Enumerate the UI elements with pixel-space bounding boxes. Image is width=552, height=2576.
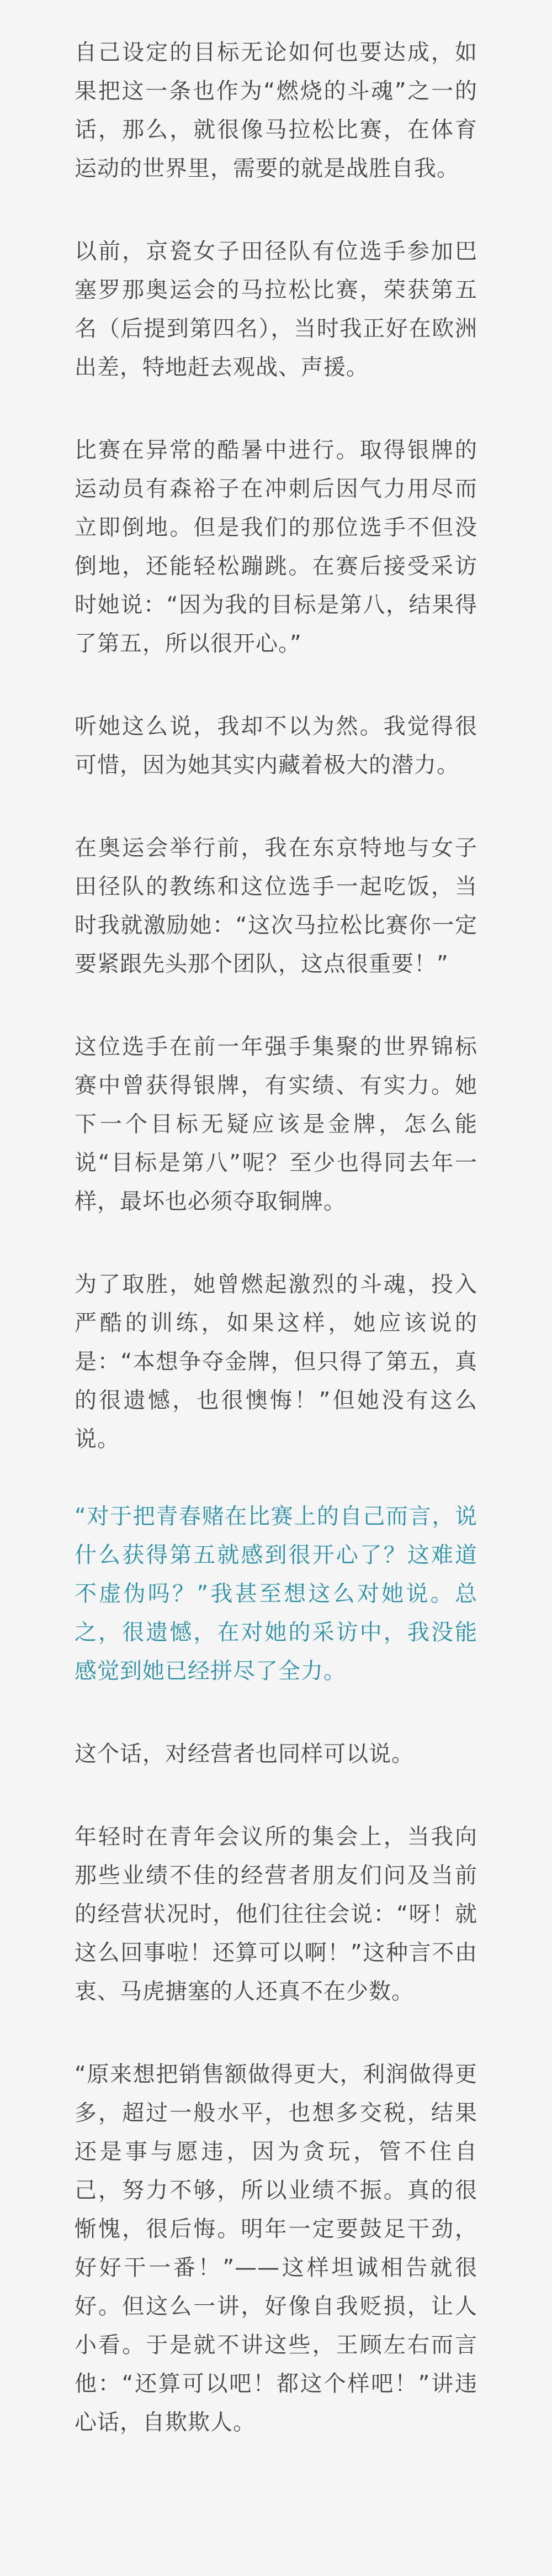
paragraph-gap [75, 1690, 477, 1735]
paragraph-gap [75, 1221, 477, 1265]
paragraph-gap [75, 663, 477, 707]
paragraph-gap [75, 1773, 477, 1818]
paragraph-dinner-tokyo: 在奥运会举行前，我在东京特地与女子田径队的教练和这位选手一起吃饭，当时我就激励她：“这次马拉松比赛你一定要紧跟先头那个团队，这点很重要！” [75, 835, 477, 977]
paragraph-race-heat: 比赛在异常的酷暑中进行。取得银牌的运动员有森裕子在冲刺后因气力用尽而立即倒地。但是我们的那位选手不但没倒地，还能轻松蹦跳。在赛后接受采访时她说：“因为我的目标是第八，结果得了第五，所以很开心。” [75, 438, 477, 656]
paragraph-goal-marathon: 自己设定的目标无论如何也要达成，如果把这一条也作为“燃烧的斗魂”之一的话，那么，就很像马拉松比赛，在体育运动的世界里，需要的就是战胜自我。 [75, 40, 477, 181]
paragraph-disagree: 听她这么说，我却不以为然。我觉得很可惜，因为她其实内藏着极大的潜力。 [75, 714, 477, 778]
paragraph-youth-meeting: 年轻时在青年会议所的集会上，当我向那些业绩不佳的经营者朋友们问及当前的经营状况时，他们往往会说：“呀！就这么回事啦！还算可以啊！”这种言不由衷、马虎搪塞的人还真不在少数。 [75, 1824, 477, 2004]
paragraph-gap [75, 2011, 477, 2055]
paragraph-gap [75, 387, 477, 431]
paragraph-barcelona-olympics: 以前，京瓷女子田径队有位选手参加巴塞罗那奥运会的马拉松比赛，荣获第五名（后提到第四名），当时我正好在欧洲出差，特地赶去观战、声援。 [75, 239, 477, 380]
paragraph-managers: 这个话，对经营者也同样可以说。 [75, 1741, 414, 1767]
paragraph-gap [75, 983, 477, 1028]
paragraph-fighting-spirit: 为了取胜，她曾燃起激烈的斗魂，投入严酷的训练，如果这样，她应该说的是：“本想争夺金牌，但只得了第五，真的很遗憾，也很懊悔！”但她没有这么说。 [75, 1272, 477, 1452]
paragraph-gap [75, 1458, 477, 1497]
paragraph-honest-answer: “原来想把销售额做得更大，利润做得更多，超过一般水平，也想多交税，结果还是事与愿违，因为贪玩，管不住自己，努力不够，所以业绩不振。真的很惭愧，很后悔。明年一定要鼓足干劲，好好干一番！”——这样坦诚相告就很好。但这么一讲，好像自我贬损，让人小看。于是就不讲这些，王顾左右而言他：“还算可以吧！都这个样吧！”讲违心话，自欺欺人。 [75, 2062, 477, 2435]
paragraph-silver-medal: 这位选手在前一年强手集聚的世界锦标赛中曾获得银牌，有实绩、有实力。她下一个目标无疑应该是金牌，怎么能说“目标是第八”呢？至少也得同去年一样，最坏也必须夺取铜牌。 [75, 1034, 477, 1214]
highlight-quote: “对于把青春赌在比赛上的自己而言，说什么获得第五就感到很开心了？这难道不虚伪吗？”我甚至想这么对她说。总之，很遗憾，在对她的采访中，我没能感觉到她已经拼尽了全力。 [75, 1504, 477, 1684]
paragraph-gap [75, 784, 477, 829]
paragraph-gap [75, 188, 477, 232]
